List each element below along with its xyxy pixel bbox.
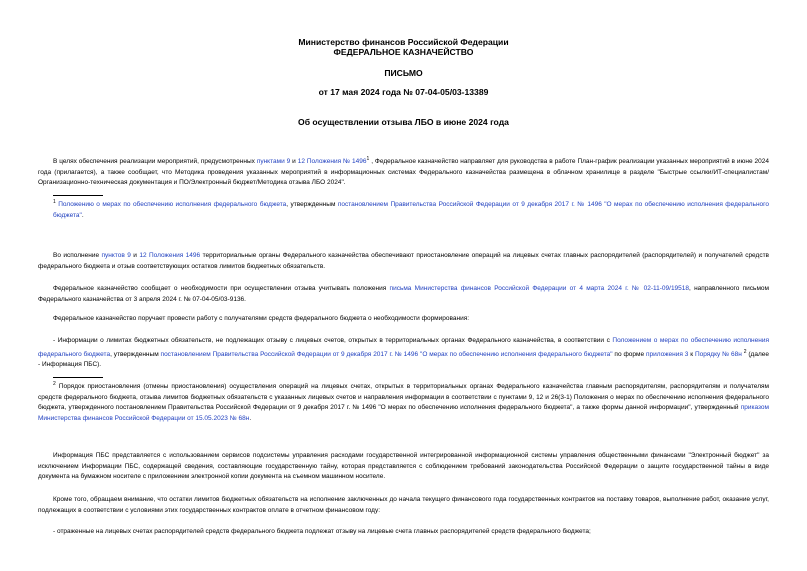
link-poryadok-68n[interactable]: Порядку № 68н (694, 350, 742, 358)
text: - отраженные на лицевых счетах распорядителей средств федерального бюджета подлежат отзыву на лицевые счета главных распорядителей средств федерального бюджета; (53, 528, 591, 535)
link-postanovlenie-1496[interactable]: постановлением Правительства Российской Федерации от 9 декабря 2017 г. № 1496 "О мерах по обеспечению исполнения федерального бюджета" (160, 350, 613, 358)
ministry-title: Министерство финансов Российской Федерации (298, 37, 509, 47)
link-polozhenie-1496[interactable]: 12 Положения № 1496 (297, 158, 367, 166)
text: Кроме того, обращаем внимание, что остатки лимитов бюджетных обязательств на исполнение заключенных до начала текущего финансового года государственных контрактов на поставку товаров, выполнение работ, оказание услуг, подлежащих в соответствии с условиями этих государственных контрактов оплате в отчетном финансовом году: (38, 496, 769, 514)
paragraph-6 (38, 451, 769, 483)
footnote-divider (53, 377, 103, 378)
link-punktov-9[interactable]: пунктов 9 (101, 252, 131, 259)
text: и (290, 158, 298, 166)
paragraph-7 (38, 495, 769, 516)
footnote-2 (38, 379, 769, 425)
paragraph-1 (38, 154, 769, 189)
text: В целях обеспечения реализации мероприятий, предусмотренных (53, 158, 257, 166)
text: к (688, 350, 695, 358)
text: , утвержденным (286, 201, 338, 209)
text: по форме (612, 350, 646, 358)
link-minfin-letter[interactable]: письма Министерства финансов Российской Федерации от 4 марта 2024 г. № 02-11-09/19518 (389, 285, 690, 292)
footnote-divider (53, 195, 103, 196)
paragraph-5 (38, 336, 769, 371)
text: Во исполнение (53, 252, 102, 259)
paragraph-3 (38, 284, 769, 305)
text: (далее - Информация ПБС). (38, 350, 769, 369)
link-prilozhenie-3[interactable]: приложения 3 (645, 350, 689, 358)
link-prikaz-68n[interactable]: приказом Министерства финансов Российской Федерации от 15.05.2023 № 68н (38, 404, 769, 422)
text: и (130, 252, 140, 259)
text: Информация ПБС представляется с использованием сервисов подсистемы управления расходами государственной интегрированной информационной системы управления общественными финансами "Электронный бюджет" за исключением Информации ПБС, содержащей сведения, составляющие государственную тайну, которая представляется с соблюдением требований законодательства Российской Федерации о защите государственной тайны в виде документа на бумажном носителе с приложением электронной копии документа на съемном машинном носителе. (38, 452, 769, 481)
text: , утвержденным (110, 350, 161, 358)
link-polozhenie-1496[interactable]: 12 Положения 1496 (139, 252, 201, 259)
text: , Федеральное казначейство направляет для руководства в работе План-график реализации указанных мероприятий в июне 2024 года (прилагается), а также сообщает, что Методика проведения указанных мероприятий в информационных системах Федерального казначейства размещена в облачном хранилище в разделе "Быстрые ссылки/ИТ-специалистам/Организационно-техническая документация и ПО/Электронный бюджет/Методика отзыва ЛБО 2024". (38, 158, 769, 187)
link-punkt-9[interactable]: пунктами 9 (256, 158, 291, 166)
paragraph-2 (38, 251, 769, 272)
date-number: от 17 мая 2024 года № 07-04-05/03-13389 (318, 87, 489, 97)
subject-title: Об осуществлении отзыва ЛБО в июне 2024 года (298, 117, 509, 127)
footnote-mark: 2 (53, 381, 56, 387)
paragraph-8 (38, 527, 769, 538)
link-postanovlenie-1496[interactable]: постановлением Правительства Российской Федерации от 9 декабря 2017 г. № 1496 "О мерах по обеспечению исполнения федерального бюджета" (53, 201, 769, 219)
treasury-title: ФЕДЕРАЛЬНОЕ КАЗНАЧЕЙСТВО (333, 47, 474, 57)
link-polozhenie[interactable]: Положением о мерах по обеспечению исполнения федерального бюджета (38, 337, 769, 358)
footnote-1 (53, 197, 769, 221)
text: . (249, 414, 252, 422)
doc-type: ПИСЬМО (384, 68, 423, 78)
text: , направленного письмом Федерального казначейства от 3 апреля 2024 г. № 07-04-05/03-9136. (38, 285, 770, 303)
footnote-mark: 1 (53, 199, 56, 205)
footnote-ref-1: 1 (366, 156, 370, 162)
text: Федеральное казначейство сообщает о необходимости при осуществлении отзыва учитывать положения (53, 285, 390, 292)
text: территориальные органы Федерального казначейства обеспечивают приостановление операций на лицевых счетах главных распорядителей (распорядителей) и получателей средств федерального бюджета и отзыв соответствующих остатков лимитов бюджетных обязательств. (38, 252, 770, 270)
footnote-ref-2: 2 (743, 348, 747, 355)
text: . (81, 211, 84, 219)
text: Федеральное казначейство поручает провести работу с получателями средств федерального бюджета о необходимости формирования: (53, 315, 470, 322)
paragraph-4 (38, 314, 769, 325)
text: Порядок приостановления (отмены приостановления) осуществления операций на лицевых счетах, открытых в территориальных органах Федерального казначейства главным распорядителям, распорядителям и получателям средств федерального бюджета, отзыва лимитов бюджетных обязательств с указанных лицевых счетов и направления информации в соответствии с пунктами 9, 12 и 26(3-1) Положения о мерах по обеспечению исполнения федерального бюджета, утвержденного постановлением Правительства Российской Федерации от 9 декабря 2017 г. № 1496 "О мерах по обеспечению исполнения федерального бюджета", а также формы данной информации", утвержденный (38, 383, 769, 412)
link-polozhenie[interactable]: Положению о мерах по обеспечению исполнения федерального бюджета (58, 201, 287, 209)
text: - Информации о лимитах бюджетных обязательств, не подлежащих отзыву с лицевых счетов, открытых в территориальных органах Федерального казначейства, в соответствии с (53, 337, 613, 344)
